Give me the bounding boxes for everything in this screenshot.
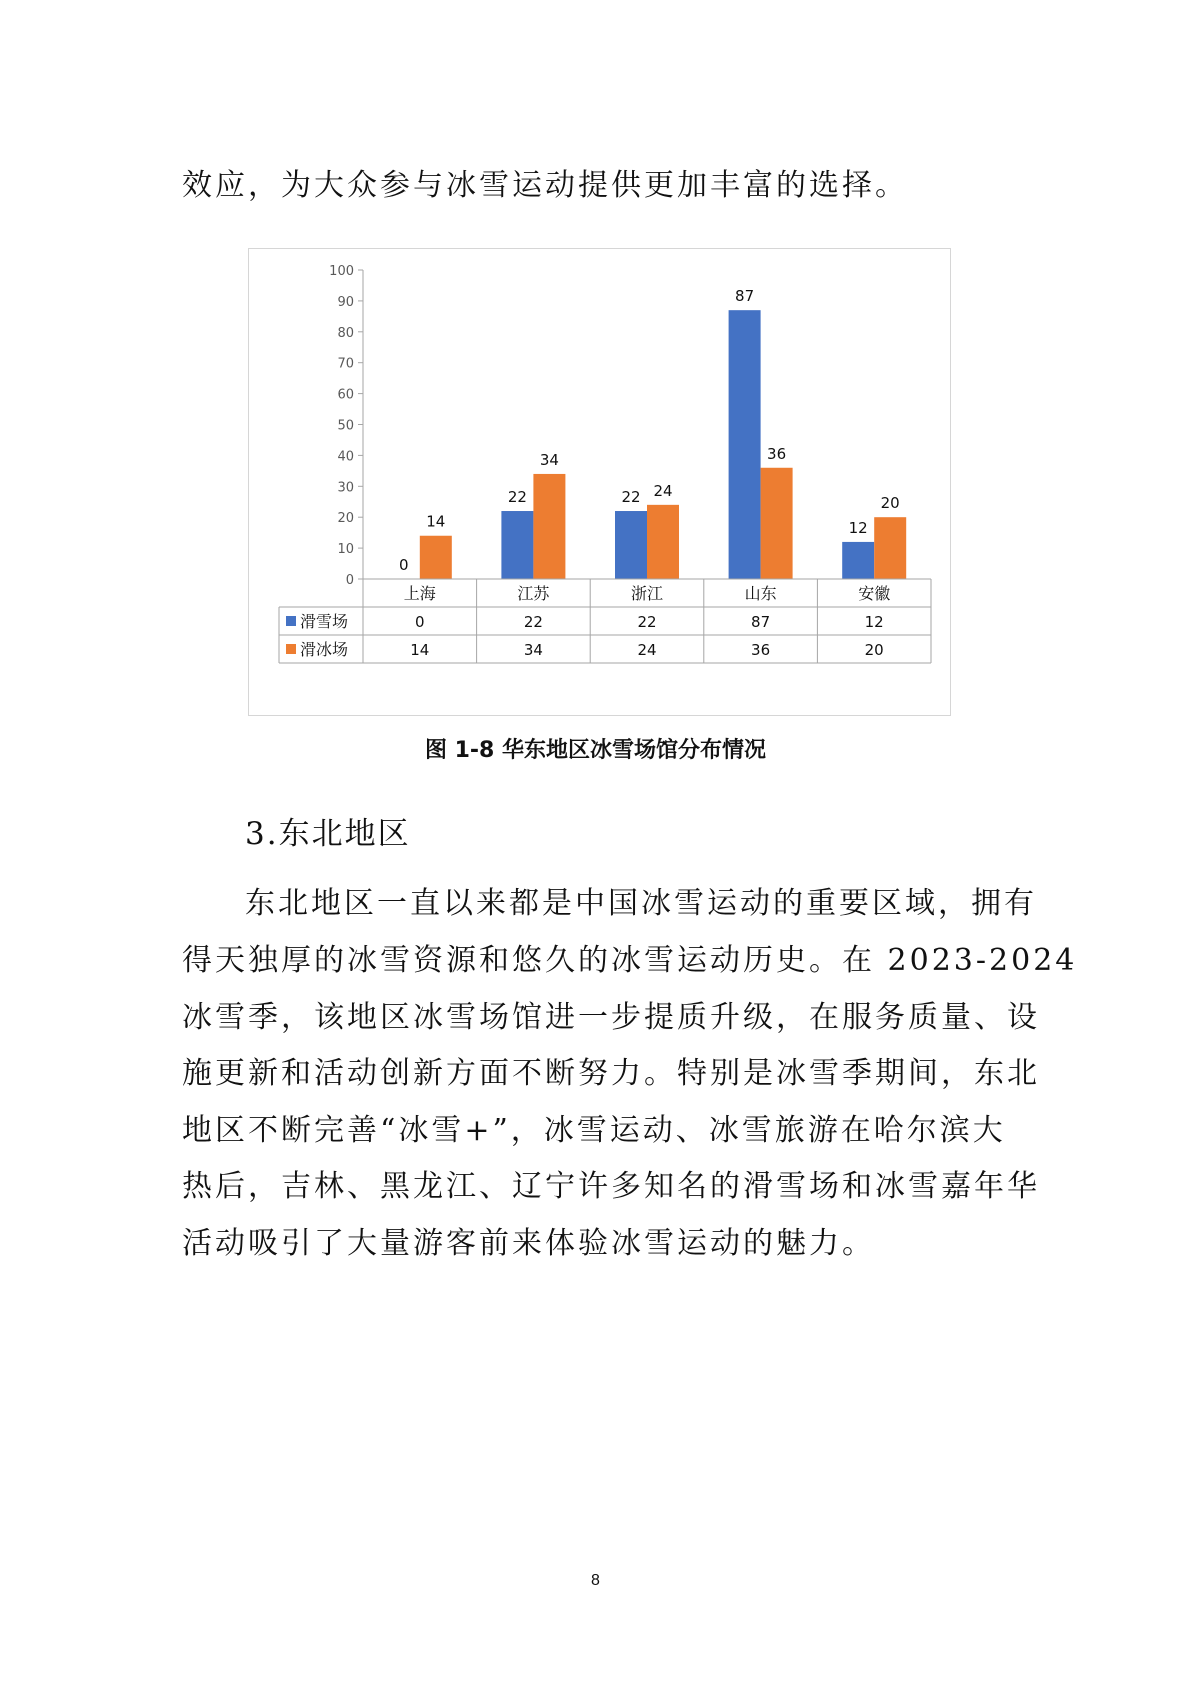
y-tick-label: 10: [337, 542, 354, 558]
bar: [842, 542, 874, 579]
bar: [761, 468, 793, 579]
y-tick-label: 60: [337, 387, 354, 403]
table-cell: 0: [415, 613, 425, 631]
y-tick-label: 40: [337, 449, 354, 465]
bar: [729, 310, 761, 579]
table-cell: 36: [751, 641, 771, 659]
bar: [420, 536, 452, 579]
data-label: 34: [539, 450, 559, 469]
data-label: 14: [426, 512, 446, 531]
x-tick-label: 安徽: [858, 584, 891, 603]
bar: [615, 511, 647, 579]
chart-container: [248, 248, 951, 716]
data-label: 87: [735, 287, 755, 306]
bar: [874, 517, 906, 579]
paragraph-line: 活动吸引了大量游客前来体验冰雪运动的魅力。: [182, 1226, 875, 1261]
table-cell: 12: [864, 613, 884, 631]
legend-label: 滑雪场: [300, 612, 349, 631]
bar: [501, 511, 533, 579]
legend-swatch: [286, 616, 296, 626]
paragraph-line: 施更新和活动创新方面不断努力。特别是冰雪季期间，东北: [182, 1056, 1040, 1091]
paragraph-line: 冰雪季，该地区冰雪场馆进一步提质升级，在服务质量、设: [182, 1000, 1040, 1035]
data-label: 36: [767, 444, 787, 463]
y-tick-label: 80: [337, 325, 354, 341]
y-tick-label: 100: [329, 264, 354, 279]
table-cell: 34: [523, 641, 543, 659]
x-tick-label: 山东: [744, 584, 777, 603]
y-tick-label: 70: [337, 356, 354, 372]
table-cell: 22: [523, 613, 543, 631]
bar-chart: [249, 249, 952, 717]
data-label: 12: [848, 518, 868, 537]
data-label: 22: [621, 488, 641, 507]
data-label: 20: [880, 494, 900, 513]
section-heading: 3.东北地区: [245, 816, 411, 852]
table-cell: 14: [410, 641, 430, 659]
page-number: 8: [591, 1572, 600, 1589]
legend-label: 滑冰场: [300, 640, 349, 659]
paragraph-line: 热后，吉林、黑龙江、辽宁许多知名的滑雪场和冰雪嘉年华: [182, 1169, 1040, 1204]
intro-line: 效应，为大众参与冰雪运动提供更加丰富的选择。: [182, 168, 908, 203]
paragraph-line: 东北地区一直以来都是中国冰雪运动的重要区域，拥有: [245, 886, 1037, 921]
y-tick-label: 50: [337, 418, 354, 434]
table-cell: 22: [637, 613, 657, 631]
bar: [533, 474, 565, 579]
legend-swatch: [286, 644, 296, 654]
y-tick-label: 0: [345, 573, 354, 588]
bar: [647, 505, 679, 579]
table-cell: 24: [637, 641, 657, 659]
x-tick-label: 浙江: [630, 584, 664, 603]
y-tick-label: 30: [337, 480, 354, 496]
data-label: 22: [507, 488, 527, 507]
figure-caption: 图 1-8 华东地区冰雪场馆分布情况: [424, 738, 767, 763]
paragraph-line: 地区不断完善“冰雪+”，冰雪运动、冰雪旅游在哈尔滨大: [182, 1113, 1006, 1148]
x-tick-label: 上海: [403, 584, 436, 603]
data-label: 0: [399, 556, 409, 574]
data-label: 24: [653, 481, 673, 500]
x-tick-label: 江苏: [517, 584, 550, 603]
table-cell: 87: [751, 613, 771, 631]
y-tick-label: 20: [337, 511, 354, 527]
table-cell: 20: [864, 641, 884, 659]
paragraph-line: 得天独厚的冰雪资源和悠久的冰雪运动历史。在 2023-2024: [182, 943, 1078, 978]
y-tick-label: 90: [337, 294, 354, 310]
